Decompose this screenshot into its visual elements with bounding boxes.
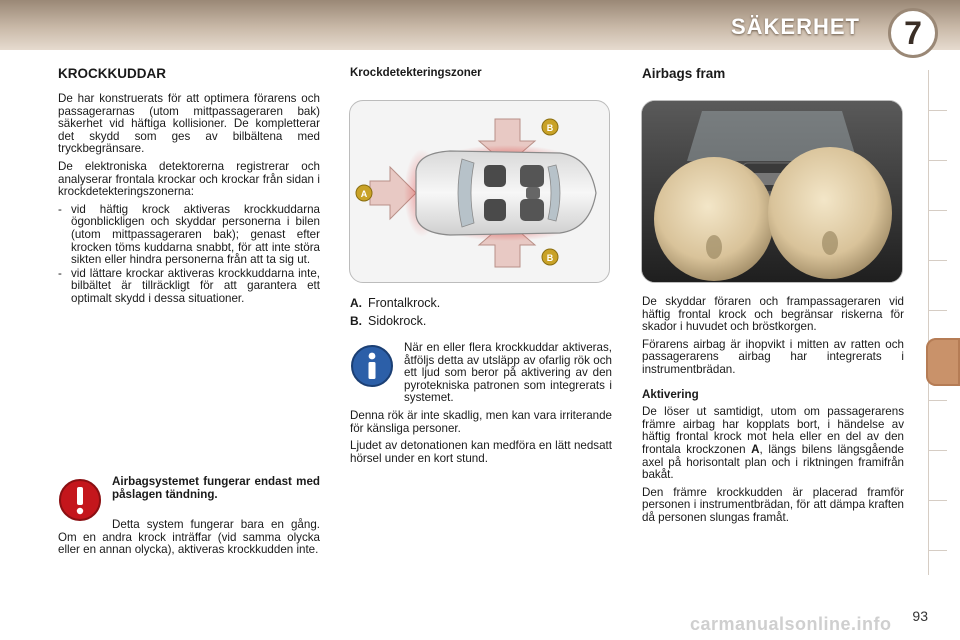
col3-paragraph-2: Förarens airbag är ihopvikt i mitten av ratten och passagerarens airbag har integrerats i instrumentbrädan. — [642, 337, 904, 376]
col3-body — [642, 296, 904, 530]
col1-paragraph-1: De har konstruerats för att optimera förarens och passagerarnas (utom mittpassageraren bak) säkerhet vid häftiga kollisioner. De kompletterar det skydd som ges av bilbältena med tryckbegränsare. — [58, 92, 320, 156]
col3-paragraph-3: De löser ut samtidigt, utom om passagerarens främre airbag har kopplats bort, i händelse av häftig frontal krock mot hela eller en del av den frontala krockzonen A, längs bilens längsgående axel på horisontalt plan och i riktningen framifrån bakåt. — [642, 405, 904, 482]
col3-paragraph-1: De skyddar föraren och frampassageraren vid häftig frontal krock och begränsar riskerna för skador i huvudet och bröstkorgen. — [642, 295, 904, 334]
crash-zone-diagram — [349, 100, 610, 283]
zone-legend-item: A. Frontalkrock. — [350, 296, 441, 310]
col1-body — [58, 93, 320, 307]
diagram-label-a: A — [360, 189, 368, 199]
diagram-label-b-bottom: B — [546, 253, 554, 263]
zone-legend-item: B. Sidokrock. — [350, 314, 427, 328]
chapter-tab-rail — [928, 70, 947, 575]
section-title: SÄKERHET — [730, 14, 860, 39]
warning-icon — [58, 478, 102, 522]
warning-text: Detta system fungerar bara en gång. Om en andra krock inträffar (vid samma olycka eller en annan olycka), aktiveras krockkudden inte. — [58, 518, 320, 557]
page-number: 93 — [912, 608, 928, 624]
subheading-aktivering: Aktivering — [642, 387, 699, 401]
col3-paragraph-4: Den främre krockkudden är placerad framför personen i instrumentbrädan, för att dämpa kraften då personen slungas framåt. — [642, 485, 904, 524]
zone-legend — [350, 294, 440, 330]
warning-bold-text: Airbagsystemet fungerar endast med påslagen tändning. — [112, 475, 320, 501]
detection-bullets — [58, 204, 320, 306]
info-paragraph-3: Ljudet av detonationen kan medföra en lätt nedsatt hörsel under en kort stund. — [350, 439, 612, 465]
bullet-item: - vid lättare krockar aktiveras krockkuddarna inte, bilbältet är tillräckligt för att garantera ett optimalt skydd i dessa situationer. — [58, 268, 320, 306]
info-body — [350, 342, 612, 470]
heading-airbags-fram: Airbags fram — [642, 66, 726, 81]
info-paragraph-1: När en eller flera krockkuddar aktiveras, åtföljs detta av utsläpp av ofarlig rök och ett ljud som beror på aktivering av den pyrotekniska patronen som integrerats i systemet. — [404, 341, 612, 405]
bullet-item: - vid häftig krock aktiveras krockkuddarna ögonblickligen och skyddar personerna i bilen (utom mittpassageraren bak); genast efter krocken töms kuddarna snabbt, för att inte störa sikten eller hindra personerna från att ta sig ut. — [58, 204, 320, 267]
warning-body — [58, 519, 320, 562]
heading-krockkuddar: KROCKKUDDAR — [58, 66, 166, 81]
col1-paragraph-2: De elektroniska detektorerna registrerar och analyserar frontala krockar och krockar från sidan i krockdetekteringszonerna: — [58, 159, 320, 199]
watermark: carmanualsonline.info — [690, 614, 892, 634]
chapter-tab-active[interactable] — [926, 338, 960, 386]
heading-krockdetekteringszoner: Krockdetekteringszoner — [350, 67, 482, 79]
chapter-number-badge: 7 — [888, 8, 938, 58]
info-paragraph-2: Denna rök är inte skadlig, men kan vara irriterande för känsliga personer. — [350, 408, 612, 435]
front-airbags-photo — [641, 100, 903, 283]
diagram-label-b-top: B — [546, 123, 554, 133]
